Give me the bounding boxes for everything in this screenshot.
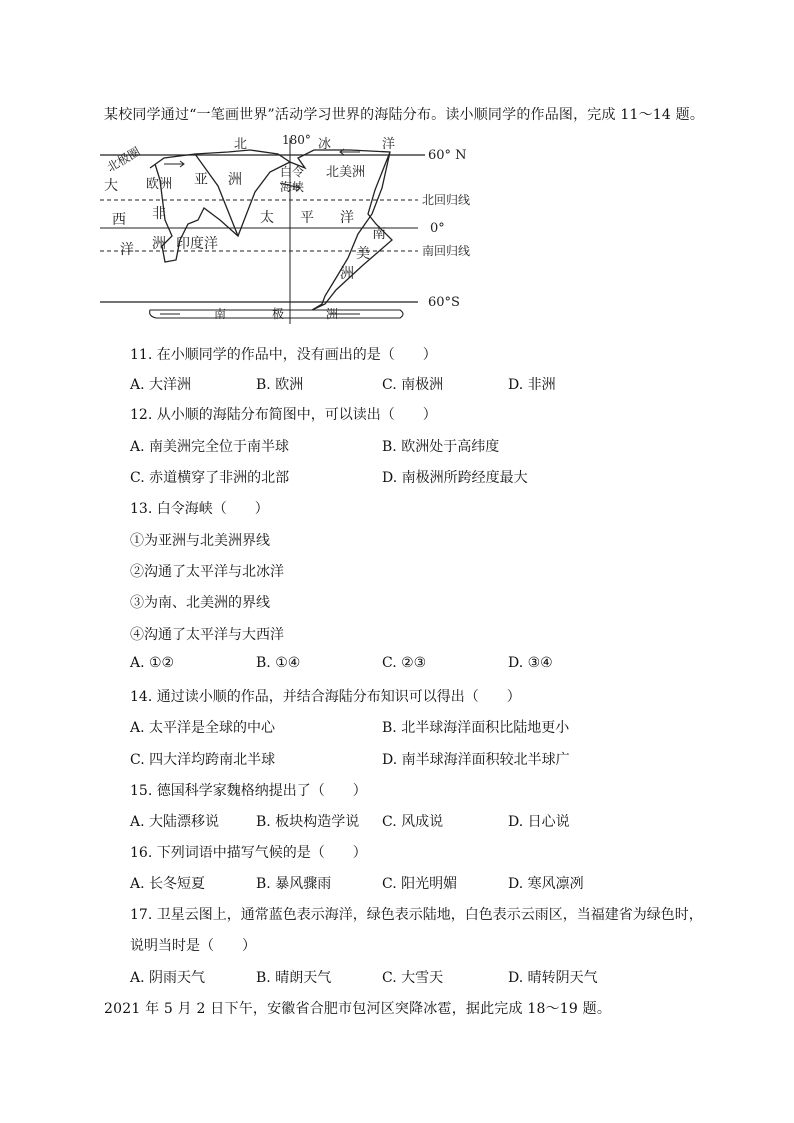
label-africa-2: 洲 <box>152 236 166 252</box>
q16-option-a: A. 长冬短夏 <box>130 876 206 892</box>
label-mei: 美 <box>356 246 370 262</box>
question-17-stem-line-1: 17. 卫星云图上，通常蓝色表示海洋，绿色表示陆地，白色表示云雨区，当福建省为绿色时， <box>130 907 703 923</box>
q12-option-a: A. 南美洲完全位于南半球 <box>130 439 290 455</box>
q12-option-d: D. 南极洲所跨经度最大 <box>382 470 528 486</box>
intro-text-2: 2021 年 5 月 2 日下午，安徽省合肥市包河区突降冰雹，据此完成 18～19 题。 <box>104 1001 612 1017</box>
label-tai: 太 <box>260 210 274 226</box>
intro-text-1: 某校同学通过“一笔画世界”活动学习世界的海陆分布。读小顺同学的作品图，完成 11～14 题。 <box>104 107 705 123</box>
question-16-stem: 16. 下列词语中描写气候的是（ ） <box>130 845 367 861</box>
label-ant-3: 洲 <box>326 307 339 321</box>
question-14-stem: 14. 通过读小顺的作品，并结合海陆分布知识可以得出（ ） <box>130 689 521 705</box>
q13-statement-2: ②沟通了太平洋与北冰洋 <box>130 564 284 580</box>
q13-option-c: C. ②③ <box>382 655 427 671</box>
label-arctic-circle: 北极圈 <box>104 144 143 175</box>
q11-option-d: D. 非洲 <box>508 377 556 393</box>
label-60s: 60°S <box>428 295 460 310</box>
q13-option-d: D. ③④ <box>508 655 553 671</box>
q14-option-d: D. 南半球海洋面积较北半球广 <box>382 752 570 768</box>
q13-statement-1: ①为亚洲与北美洲界线 <box>130 533 270 549</box>
label-nan: 南 <box>372 226 386 242</box>
label-da: 大 <box>104 178 118 194</box>
label-180: 180° <box>282 133 311 147</box>
q15-option-c: C. 风成说 <box>382 814 444 830</box>
question-12-stem: 12. 从小顺的海陆分布简图中，可以读出（ ） <box>130 407 437 423</box>
label-north-america: 北美洲 <box>326 165 366 180</box>
q13-statement-4: ④沟通了太平洋与大西洋 <box>130 627 284 643</box>
q16-option-c: C. 阳光明媚 <box>382 876 458 892</box>
q14-option-c: C. 四大洋均跨南北半球 <box>130 752 276 768</box>
label-ant-1: 南 <box>214 307 227 321</box>
label-ice: 冰 <box>318 137 332 152</box>
label-pacific-yang: 洋 <box>340 210 354 226</box>
q12-option-c: C. 赤道横穿了非洲的北部 <box>130 470 290 486</box>
label-tropic-south: 南回归线 <box>422 244 471 258</box>
q14-option-a: A. 太平洋是全球的中心 <box>130 720 276 736</box>
label-60n: 60° N <box>428 148 467 163</box>
q17-option-a: A. 阴雨天气 <box>130 970 206 986</box>
asia-east-outline <box>195 154 238 236</box>
label-ping: 平 <box>300 210 314 226</box>
q14-option-b: B. 北半球海洋面积比陆地更小 <box>382 720 570 736</box>
label-zhou-s: 洲 <box>340 266 354 282</box>
label-bering-2: 海峡 <box>280 180 305 194</box>
label-ant-2: 极 <box>272 307 285 321</box>
q15-option-a: A. 大陆漂移说 <box>130 814 220 830</box>
question-17-stem-line-2: 说明当时是（ ） <box>130 938 256 954</box>
q11-option-b: B. 欧洲 <box>256 377 304 393</box>
q15-option-b: B. 板块构造学说 <box>256 814 360 830</box>
q13-option-b: B. ①④ <box>256 655 301 671</box>
question-11-stem: 11. 在小顺同学的作品中，没有画出的是（ ） <box>130 347 437 363</box>
label-yang: 洋 <box>120 242 134 258</box>
label-xi: 西 <box>112 212 126 228</box>
q17-option-d: D. 晴转阴天气 <box>508 970 598 986</box>
world-sea-land-sketch-map <box>100 128 490 328</box>
q15-option-d: D. 日心说 <box>508 814 570 830</box>
label-ya: 亚 <box>194 172 208 188</box>
q11-option-a: A. 大洋洲 <box>130 377 192 393</box>
label-ocean: 洋 <box>382 137 396 152</box>
label-indian-ocean: 印度洋 <box>176 236 218 252</box>
q11-option-c: C. 南极洲 <box>382 377 444 393</box>
question-13-stem: 13. 白令海峡（ ） <box>130 501 269 517</box>
q16-option-b: B. 暴风骤雨 <box>256 876 332 892</box>
q12-option-b: B. 欧洲处于高纬度 <box>382 439 500 455</box>
q13-statement-3: ③为南、北美洲的界线 <box>130 595 270 611</box>
label-zhou: 洲 <box>228 172 242 188</box>
q17-option-c: C. 大雪天 <box>382 970 444 986</box>
label-equator: 0° <box>430 221 445 236</box>
q16-option-d: D. 寒风凛冽 <box>508 876 584 892</box>
label-bering-1: 白令 <box>280 165 305 179</box>
label-tropic-north: 北回归线 <box>422 193 471 207</box>
label-europe: 欧洲 <box>146 177 173 192</box>
q13-option-a: A. ①② <box>130 655 175 671</box>
question-15-stem: 15. 德国科学家魏格纳提出了（ ） <box>130 783 367 799</box>
q17-option-b: B. 晴朗天气 <box>256 970 332 986</box>
label-north: 北 <box>234 137 248 152</box>
label-africa-1: 非 <box>152 206 166 222</box>
